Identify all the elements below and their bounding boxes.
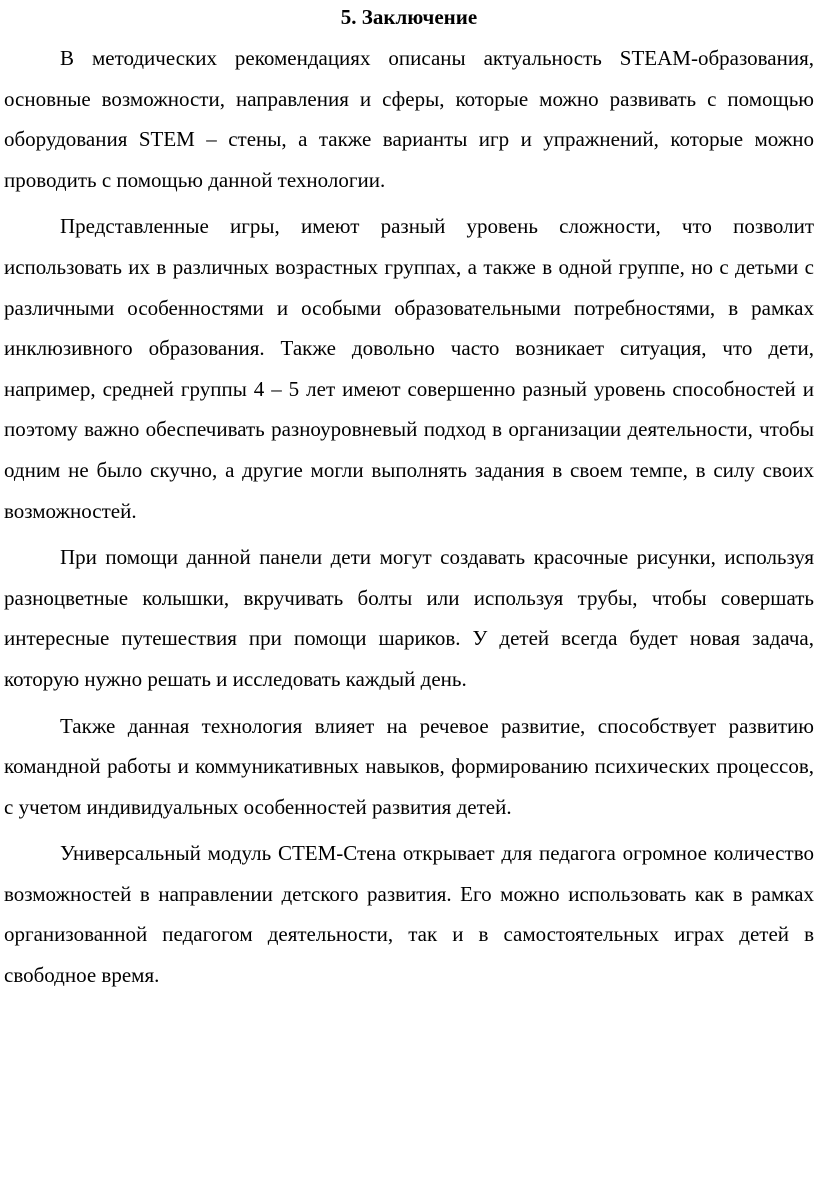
paragraph-3: При помощи данной панели дети могут создавать красочные рисунки, используя разноцветные колышки, вкручивать болты или используя трубы, чтобы совершать интересные путешествия при помощи шариков. У детей всегда будет новая задача, которую нужно решать и исследовать каждый день. [4, 545, 814, 691]
paragraph-5: Универсальный модуль СТЕМ-Стена открывает для педагога огромное количество возможностей в направлении детского развития. Его можно использовать как в рамках организованной педагогом деятельности, так и в самостоятельных играх детей в свободное время. [4, 841, 814, 988]
paragraph-1: В методических рекомендациях описаны актуальность STEAM-образования, основные возможности, направления и сферы, которые можно развивать с помощью оборудования STEM – стены, а также варианты игр и упражнений, которые можно проводить с помощью данной технологии. [4, 46, 814, 192]
section-heading: 5. Заключение [340, 5, 478, 29]
paragraph-2: Представленные игры, имеют разный уровень сложности, что позволит использовать их в различных возрастных группах, а также в одной группе, но с детьми с различными особенностями и особыми образовательными потребностями, в рамках инклюзивного образования. Также довольно часто возникает ситуация, что дети, например, средней группы 4 – 5 лет имеют совершенно разный уровень способностей и поэтому важно обеспечивать разноуровневый подход в организации деятельности, чтобы одним не было скучно, а другие могли выполнять задания в своем темпе, в силу своих возможностей. [4, 214, 814, 523]
paragraph-4: Также данная технология влияет на речевое развитие, способствует развитию командной работы и коммуникативных навыков, формированию психических процессов, с учетом индивидуальных особенностей развития детей. [4, 713, 814, 819]
